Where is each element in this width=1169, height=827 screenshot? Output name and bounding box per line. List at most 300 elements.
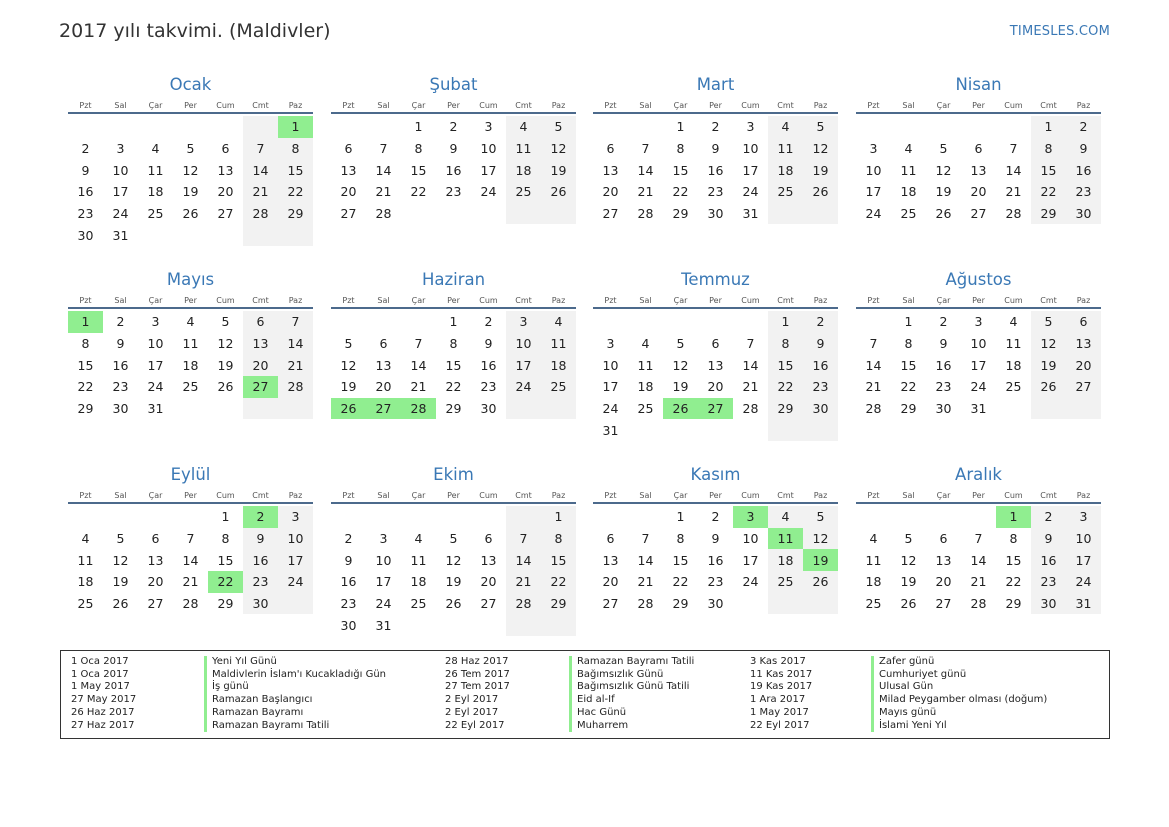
day-cell: 22 xyxy=(410,184,427,200)
day-cell: 10 xyxy=(147,336,164,352)
day-cell: 13 xyxy=(217,162,234,178)
day-cell: 2 xyxy=(939,314,948,330)
day-cell: 28 xyxy=(243,203,278,225)
month-1 xyxy=(68,72,313,246)
day-cell: 1 xyxy=(904,314,913,330)
empty-cell xyxy=(436,614,471,636)
day-cell: 4 xyxy=(81,531,90,547)
weekday-label: Per xyxy=(447,490,460,500)
day-cell: 11 xyxy=(865,552,882,568)
day-cell: 11 xyxy=(410,552,427,568)
legend-holiday-name: Ramazan Bayramı Tatili xyxy=(569,656,694,669)
weekday-label: Çar xyxy=(936,295,951,305)
day-cell: 21 xyxy=(637,574,654,590)
day-cell: 19 xyxy=(803,549,838,571)
weekday-label: Pzt xyxy=(342,100,355,110)
weekday-label: Pzt xyxy=(867,100,880,110)
empty-cell xyxy=(366,116,401,138)
day-cell: 17 xyxy=(147,357,164,373)
day-grid xyxy=(856,506,1101,614)
day-cell: 9 xyxy=(939,336,948,352)
weekday-label: Cmt xyxy=(515,100,532,110)
weekday-label: Cum xyxy=(1004,295,1023,305)
day-cell: 12 xyxy=(803,138,838,160)
weekday-label: Paz xyxy=(813,490,828,500)
day-cell: 4 xyxy=(506,116,541,138)
day-cell: 16 xyxy=(935,357,952,373)
day-cell: 20 xyxy=(602,574,619,590)
day-cell: 10 xyxy=(112,162,129,178)
empty-cell xyxy=(768,419,803,441)
day-cell: 13 xyxy=(480,552,497,568)
day-cell: 24 xyxy=(112,206,129,222)
day-cell: 1 xyxy=(68,311,103,333)
weekday-label: Cum xyxy=(741,100,760,110)
day-cell: 8 xyxy=(676,141,685,157)
day-cell: 6 xyxy=(606,531,615,547)
empty-cell xyxy=(138,506,173,528)
month-9 xyxy=(68,462,313,614)
day-cell: 7 xyxy=(278,311,313,333)
legend-date: 1 May 2017 xyxy=(750,706,809,718)
day-cell: 25 xyxy=(768,571,803,593)
day-cell: 21 xyxy=(506,571,541,593)
day-cell: 15 xyxy=(410,162,427,178)
day-cell: 9 xyxy=(344,552,353,568)
day-cell: 15 xyxy=(77,357,94,373)
empty-cell xyxy=(208,116,243,138)
day-cell: 17 xyxy=(375,574,392,590)
weekday-label: Sal xyxy=(902,490,915,500)
day-cell: 2 xyxy=(449,119,458,135)
day-cell: 12 xyxy=(541,138,576,160)
legend-holiday-name: Cumhuriyet günü xyxy=(871,669,1047,682)
legend-name-column xyxy=(204,656,386,732)
weekday-label: Pzt xyxy=(79,295,92,305)
legend-date: 19 Kas 2017 xyxy=(750,681,813,693)
day-cell: 8 xyxy=(1031,138,1066,160)
empty-cell xyxy=(401,203,436,225)
day-cell: 28 xyxy=(742,401,759,417)
day-cell: 25 xyxy=(768,181,803,203)
weekday-label: Per xyxy=(709,100,722,110)
day-cell: 25 xyxy=(865,596,882,612)
day-cell: 27 xyxy=(217,206,234,222)
weekday-label: Sal xyxy=(639,295,652,305)
day-cell: 4 xyxy=(768,506,803,528)
weekday-label: Cum xyxy=(741,295,760,305)
weekday-label: Cmt xyxy=(1040,295,1057,305)
day-cell: 31 xyxy=(742,206,759,222)
legend-holiday-name: İslami Yeni Yıl xyxy=(871,720,1047,733)
weekday-label: Paz xyxy=(1076,100,1091,110)
weekday-header xyxy=(856,488,1101,504)
day-cell: 7 xyxy=(869,336,878,352)
day-cell: 29 xyxy=(672,596,689,612)
empty-cell xyxy=(663,419,698,441)
month-name: Ekim xyxy=(433,465,474,484)
day-cell: 19 xyxy=(1031,354,1066,376)
day-cell: 29 xyxy=(768,398,803,420)
day-cell: 14 xyxy=(1005,162,1022,178)
day-cell: 12 xyxy=(340,357,357,373)
month-2 xyxy=(331,72,576,224)
empty-cell xyxy=(926,506,961,528)
day-cell: 18 xyxy=(768,159,803,181)
day-cell: 22 xyxy=(900,379,917,395)
day-cell: 16 xyxy=(707,552,724,568)
day-cell: 31 xyxy=(375,617,392,633)
day-cell: 27 xyxy=(147,596,164,612)
empty-cell xyxy=(996,116,1031,138)
empty-cell xyxy=(1066,398,1101,420)
day-cell: 20 xyxy=(217,184,234,200)
month-name: Aralık xyxy=(955,465,1002,484)
weekday-label: Cum xyxy=(216,490,235,500)
empty-cell xyxy=(593,116,628,138)
weekday-label: Cum xyxy=(1004,490,1023,500)
day-cell: 5 xyxy=(344,336,353,352)
day-cell: 28 xyxy=(1005,206,1022,222)
day-cell: 15 xyxy=(900,357,917,373)
day-cell: 24 xyxy=(742,184,759,200)
day-cell: 6 xyxy=(484,531,493,547)
day-cell: 5 xyxy=(939,141,948,157)
day-cell: 5 xyxy=(221,314,230,330)
brand-link[interactable]: TIMESLES.COM xyxy=(1009,24,1110,39)
day-cell: 4 xyxy=(904,141,913,157)
day-cell: 15 xyxy=(672,552,689,568)
weekday-label: Cum xyxy=(216,295,235,305)
day-cell: 23 xyxy=(243,571,278,593)
day-cell: 25 xyxy=(410,596,427,612)
day-cell: 7 xyxy=(1009,141,1018,157)
weekday-header xyxy=(68,293,313,309)
day-cell: 25 xyxy=(637,401,654,417)
day-cell: 29 xyxy=(217,596,234,612)
day-cell: 6 xyxy=(939,531,948,547)
day-cell: 1 xyxy=(541,506,576,528)
empty-cell xyxy=(278,593,313,615)
day-cell: 21 xyxy=(375,184,392,200)
day-cell: 4 xyxy=(186,314,195,330)
weekday-header xyxy=(593,98,838,114)
day-cell: 8 xyxy=(904,336,913,352)
day-cell: 24 xyxy=(147,379,164,395)
weekday-label: Çar xyxy=(936,100,951,110)
day-cell: 22 xyxy=(1031,181,1066,203)
day-cell: 2 xyxy=(344,531,353,547)
day-cell: 24 xyxy=(480,184,497,200)
day-cell: 20 xyxy=(1066,354,1101,376)
month-name: Ocak xyxy=(169,75,212,94)
day-cell: 21 xyxy=(1005,184,1022,200)
day-cell: 19 xyxy=(182,184,199,200)
empty-cell xyxy=(68,506,103,528)
day-cell: 25 xyxy=(77,596,94,612)
weekday-header xyxy=(68,98,313,114)
day-cell: 27 xyxy=(340,206,357,222)
day-cell: 16 xyxy=(1066,159,1101,181)
day-cell: 28 xyxy=(970,596,987,612)
empty-cell xyxy=(541,203,576,225)
day-cell: 30 xyxy=(340,617,357,633)
day-cell: 21 xyxy=(278,354,313,376)
day-cell: 22 xyxy=(768,376,803,398)
month-5 xyxy=(68,267,313,419)
legend-holiday-name: Zafer günü xyxy=(871,656,1047,669)
day-cell: 2 xyxy=(1031,506,1066,528)
day-cell: 28 xyxy=(278,376,313,398)
day-cell: 9 xyxy=(81,162,90,178)
weekday-label: Çar xyxy=(673,100,688,110)
weekday-label: Sal xyxy=(377,490,390,500)
day-cell: 18 xyxy=(147,184,164,200)
day-cell: 30 xyxy=(77,227,94,243)
weekday-label: Paz xyxy=(813,100,828,110)
day-cell: 16 xyxy=(803,354,838,376)
legend-date: 1 Ara 2017 xyxy=(750,694,806,706)
legend-holiday-name: Bağımsızlık Günü xyxy=(569,669,694,682)
day-cell: 28 xyxy=(865,401,882,417)
day-cell: 13 xyxy=(147,552,164,568)
day-cell: 3 xyxy=(278,506,313,528)
legend-holiday-name: Ramazan Bayramı Tatili xyxy=(204,720,386,733)
day-cell: 25 xyxy=(506,181,541,203)
day-cell: 15 xyxy=(1005,552,1022,568)
day-cell: 29 xyxy=(900,401,917,417)
weekday-header xyxy=(856,293,1101,309)
day-cell: 7 xyxy=(186,531,195,547)
day-cell: 24 xyxy=(970,379,987,395)
day-cell: 3 xyxy=(974,314,983,330)
legend-date: 26 Haz 2017 xyxy=(71,706,135,718)
day-cell: 18 xyxy=(865,574,882,590)
weekday-label: Cum xyxy=(479,295,498,305)
day-cell: 14 xyxy=(506,549,541,571)
month-name: Kasım xyxy=(690,465,741,484)
day-cell: 1 xyxy=(996,506,1031,528)
empty-cell xyxy=(628,419,663,441)
day-cell: 23 xyxy=(480,379,497,395)
day-cell: 23 xyxy=(935,379,952,395)
day-cell: 30 xyxy=(480,401,497,417)
legend-holiday-name: Muharrem xyxy=(569,720,694,733)
day-cell: 6 xyxy=(221,141,230,157)
month-10 xyxy=(331,462,576,636)
day-cell: 22 xyxy=(672,184,689,200)
day-cell: 19 xyxy=(445,574,462,590)
page-title: 2017 yılı takvimi. (Maldivler) xyxy=(59,20,331,42)
day-cell: 3 xyxy=(379,531,388,547)
day-cell: 12 xyxy=(900,552,917,568)
day-cell: 18 xyxy=(541,354,576,376)
legend-holiday-name: Ramazan Başlangıcı xyxy=(204,694,386,707)
day-grid xyxy=(68,311,313,419)
day-cell: 8 xyxy=(541,528,576,550)
day-cell: 11 xyxy=(768,138,803,160)
day-cell: 5 xyxy=(541,116,576,138)
empty-cell xyxy=(173,224,208,246)
day-cell: 3 xyxy=(746,119,755,135)
weekday-label: Pzt xyxy=(342,295,355,305)
weekday-label: Sal xyxy=(114,100,127,110)
day-cell: 11 xyxy=(768,528,803,550)
day-cell: 23 xyxy=(77,206,94,222)
day-cell: 4 xyxy=(414,531,423,547)
legend-date: 2 Eyl 2017 xyxy=(445,694,499,706)
weekday-label: Cum xyxy=(479,100,498,110)
legend-holiday-name: Yeni Yıl Günü xyxy=(204,656,386,669)
day-cell: 10 xyxy=(278,528,313,550)
weekday-label: Per xyxy=(709,490,722,500)
day-cell: 2 xyxy=(484,314,493,330)
day-cell: 1 xyxy=(768,311,803,333)
day-cell: 23 xyxy=(1066,181,1101,203)
day-cell: 15 xyxy=(445,357,462,373)
day-cell: 29 xyxy=(77,401,94,417)
day-cell: 6 xyxy=(711,336,720,352)
day-cell: 1 xyxy=(676,119,685,135)
day-cell: 30 xyxy=(1066,203,1101,225)
day-cell: 6 xyxy=(974,141,983,157)
empty-cell xyxy=(856,116,891,138)
day-cell: 30 xyxy=(707,596,724,612)
empty-cell xyxy=(733,593,768,615)
day-cell: 13 xyxy=(602,552,619,568)
day-cell: 11 xyxy=(506,138,541,160)
empty-cell xyxy=(698,311,733,333)
day-grid xyxy=(331,506,576,636)
day-cell: 13 xyxy=(340,162,357,178)
day-cell: 23 xyxy=(803,376,838,398)
day-cell: 27 xyxy=(602,596,619,612)
day-cell: 27 xyxy=(243,376,278,398)
legend-date: 22 Eyl 2017 xyxy=(750,719,810,731)
day-cell: 10 xyxy=(865,162,882,178)
weekday-label: Cum xyxy=(741,490,760,500)
empty-cell xyxy=(768,203,803,225)
day-cell: 22 xyxy=(1005,574,1022,590)
day-cell: 14 xyxy=(410,357,427,373)
legend-holiday-name: Hac Günü xyxy=(569,707,694,720)
day-cell: 16 xyxy=(480,357,497,373)
weekday-label: Per xyxy=(184,490,197,500)
weekday-label: Paz xyxy=(551,490,566,500)
weekday-header xyxy=(331,488,576,504)
day-cell: 7 xyxy=(414,336,423,352)
weekday-label: Pzt xyxy=(867,295,880,305)
month-7 xyxy=(593,267,838,441)
legend-name-column xyxy=(871,656,1047,732)
weekday-label: Per xyxy=(447,100,460,110)
empty-cell xyxy=(401,614,436,636)
weekday-label: Sal xyxy=(639,490,652,500)
day-cell: 29 xyxy=(1005,596,1022,612)
day-cell: 11 xyxy=(182,336,199,352)
day-cell: 21 xyxy=(410,379,427,395)
day-grid xyxy=(856,311,1101,419)
empty-cell xyxy=(506,398,541,420)
weekday-label: Çar xyxy=(148,295,163,305)
day-cell: 9 xyxy=(449,141,458,157)
day-cell: 12 xyxy=(182,162,199,178)
weekday-label: Pzt xyxy=(79,490,92,500)
weekday-label: Sal xyxy=(639,100,652,110)
weekday-label: Pzt xyxy=(604,490,617,500)
day-cell: 2 xyxy=(711,509,720,525)
day-cell: 15 xyxy=(768,354,803,376)
day-cell: 11 xyxy=(147,162,164,178)
day-cell: 26 xyxy=(1031,376,1066,398)
empty-cell xyxy=(628,311,663,333)
day-cell: 29 xyxy=(445,401,462,417)
day-cell: 24 xyxy=(742,574,759,590)
day-cell: 18 xyxy=(900,184,917,200)
day-cell: 14 xyxy=(243,159,278,181)
day-cell: 16 xyxy=(77,184,94,200)
day-grid xyxy=(593,116,838,224)
day-cell: 17 xyxy=(480,162,497,178)
day-cell: 16 xyxy=(112,357,129,373)
day-cell: 4 xyxy=(869,531,878,547)
day-cell: 15 xyxy=(1031,159,1066,181)
day-cell: 27 xyxy=(480,596,497,612)
day-cell: 26 xyxy=(217,379,234,395)
month-4 xyxy=(856,72,1101,224)
legend-holiday-name: Mayıs günü xyxy=(871,707,1047,720)
day-cell: 20 xyxy=(602,184,619,200)
day-grid xyxy=(331,311,576,419)
day-cell: 8 xyxy=(221,531,230,547)
day-cell: 10 xyxy=(742,141,759,157)
weekday-label: Cmt xyxy=(777,490,794,500)
weekday-label: Çar xyxy=(148,490,163,500)
day-cell: 26 xyxy=(445,596,462,612)
day-cell: 28 xyxy=(637,596,654,612)
day-cell: 17 xyxy=(742,552,759,568)
weekday-label: Sal xyxy=(114,295,127,305)
day-cell: 20 xyxy=(970,184,987,200)
day-cell: 12 xyxy=(112,552,129,568)
day-cell: 30 xyxy=(243,593,278,615)
legend-holiday-name: Ramazan Bayramı xyxy=(204,707,386,720)
day-cell: 26 xyxy=(663,398,698,420)
day-cell: 19 xyxy=(935,184,952,200)
month-name: Şubat xyxy=(429,75,478,94)
weekday-label: Çar xyxy=(936,490,951,500)
day-cell: 24 xyxy=(375,596,392,612)
day-cell: 14 xyxy=(278,333,313,355)
day-cell: 9 xyxy=(711,531,720,547)
day-cell: 6 xyxy=(344,141,353,157)
day-cell: 31 xyxy=(147,401,164,417)
weekday-label: Per xyxy=(184,295,197,305)
day-cell: 18 xyxy=(637,379,654,395)
day-cell: 22 xyxy=(445,379,462,395)
legend-date-column xyxy=(71,656,136,732)
day-cell: 20 xyxy=(935,574,952,590)
empty-cell xyxy=(436,203,471,225)
day-cell: 10 xyxy=(506,333,541,355)
day-cell: 5 xyxy=(904,531,913,547)
weekday-label: Per xyxy=(972,100,985,110)
day-cell: 13 xyxy=(935,552,952,568)
day-cell: 5 xyxy=(186,141,195,157)
day-cell: 26 xyxy=(803,181,838,203)
weekday-label: Pzt xyxy=(342,490,355,500)
day-cell: 24 xyxy=(602,401,619,417)
